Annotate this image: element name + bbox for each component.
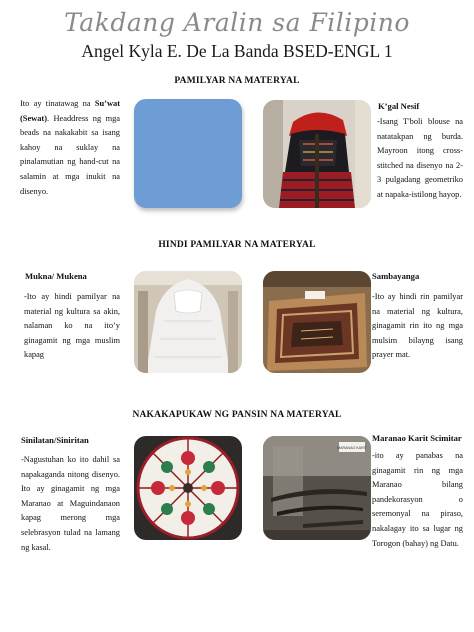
entry-title-mukna: Mukna/ Mukena: [25, 271, 87, 281]
blue-placeholder-image: [134, 99, 242, 208]
sambayanga-photo: [263, 271, 371, 373]
museum-tag-label: MARANAO KARIT: [337, 446, 367, 450]
entry-term-suwat: Su’wat (Sewat): [20, 99, 120, 123]
entry-title-kgal-nesif: K’gal Nesif: [378, 101, 420, 111]
section-heading-attention: NAKAKAPUKAW NG PANSIN NA MATERYAL: [132, 410, 342, 420]
entry-body-kgal-nesif: -Isang T'boli blouse na natatakpan ng burda. Mayroon itong cross-stitched na disenyo na 2-3 pulgadang geometriko at napaka-istilong hayop.: [377, 117, 463, 199]
karit-scimitar-photo: [263, 436, 371, 540]
entry-body-sinilatan: -Nagustuhan ko ito dahil sa napakaganda nitong disenyo. Ito ay ginagamit ng mga Maranao at Maguindanaon kapag merong mga selebrasyon tulad na lamang ng kasal.: [21, 455, 120, 552]
section-heading-unfamiliar: HINDI PAMILYAR NA MATERYAL: [158, 240, 316, 250]
entry-title-sambayanga: Sambayanga: [372, 271, 420, 281]
entry-body-suwat: Ito ay tinatawag na Su’wat (Sewat). Headdress ng mga beads na nakakabit sa isang kahoy na suklay na pinalamutian ng hand-cut na salamin at mga inukit na disenyo.: [20, 99, 120, 196]
document-subtitle: Angel Kyla E. De La Banda BSED-ENGL 1: [81, 41, 393, 61]
mukena-photo: [134, 271, 242, 373]
document-script-title: Takdang Aralin sa Filipino: [64, 8, 410, 37]
kgal-nesif-photo: [263, 100, 371, 208]
entry-title-karit-scimitar: Maranao Karit Scimitar: [372, 433, 462, 443]
entry-body-karit-scimitar: -ito ay panabas na ginagamit rin ng mga Maranao bilang pandekorasyon o seremonyal na piraso, nakalagay ito sa lugar ng Torogon (bahay) ng Datu.: [372, 451, 463, 548]
entry-body-sambayanga: -Ito ay hindi rin pamilyar na material ng kultura, ginagamit rin ito ng mga mulsim bilayng isang prayer mat.: [372, 292, 463, 360]
section-heading-familiar: PAMILYAR NA MATERYAL: [174, 76, 300, 86]
entry-body-mukna: -Ito ay hindi pamilyar na material ng kultura sa akin, nalaman ko na ito’y ginagamit ng mga muslim kapag: [24, 292, 120, 360]
sinilatan-umbrella-photo: [134, 436, 242, 540]
entry-title-sinilatan: Sinilatan/Siniritan: [21, 435, 89, 445]
